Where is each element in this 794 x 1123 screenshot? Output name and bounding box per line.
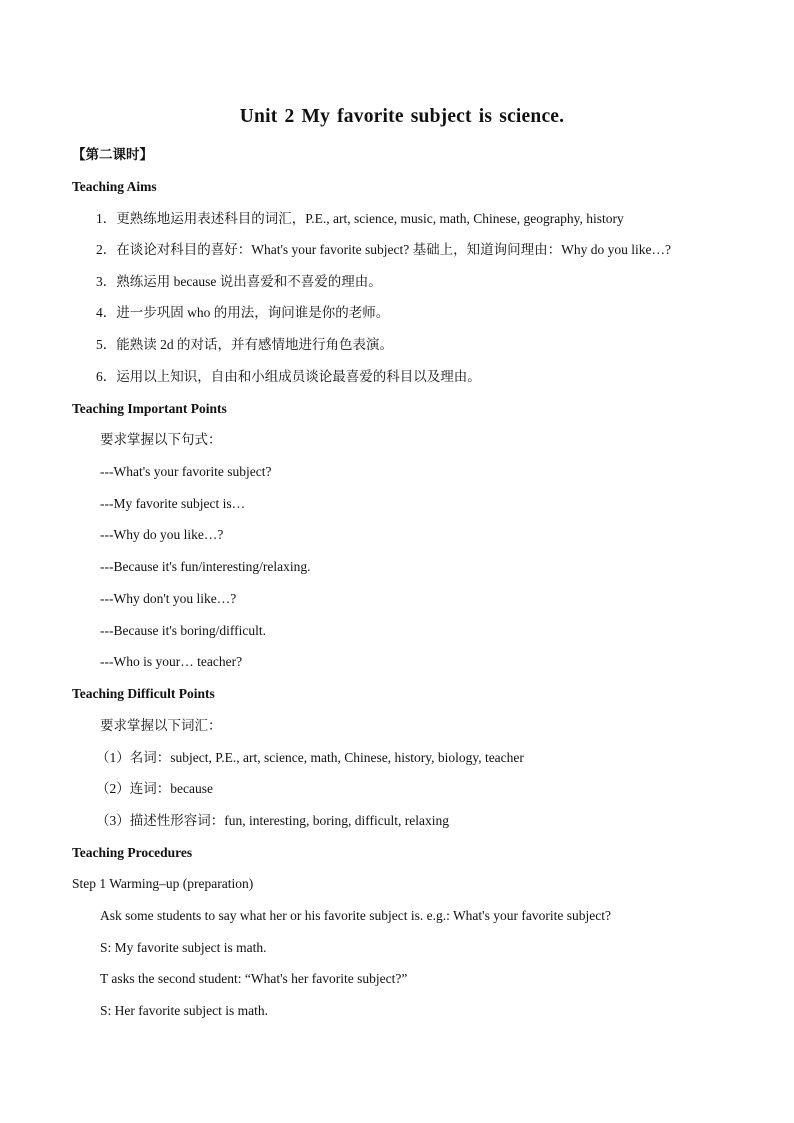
sentence-pattern: ---What's your favorite subject? [100, 464, 272, 479]
aim-item: 6．运用以上知识，自由和小组成员谈论最喜爱的科目以及理由。 [96, 369, 481, 384]
sentence-pattern: ---Because it's fun/interesting/relaxing. [100, 559, 311, 574]
sentence-pattern: ---Who is your… teacher? [100, 654, 243, 669]
aim-item: 3．熟练运用 because 说出喜爱和不喜爱的理由。 [96, 274, 382, 289]
sentence-pattern: ---Because it's boring/difficult. [100, 623, 267, 638]
aim-item: 1．更熟练地运用表述科目的词汇，P.E., art, science, music, math, Chinese, geography, history [96, 211, 624, 226]
difficult-points-heading: Teaching Difficult Points [72, 686, 215, 701]
step-1-heading: Step 1 Warming–up (preparation) [72, 876, 254, 891]
procedure-line: T asks the second student: “What's her favorite subject?” [100, 971, 408, 986]
important-points-heading: Teaching Important Points [72, 401, 227, 416]
procedure-line: S: My favorite subject is math. [100, 940, 267, 955]
procedure-line: Ask some students to say what her or his favorite subject is. e.g.: What's your favorite subject? [100, 908, 611, 923]
important-points-intro: 要求掌握以下句式： [100, 432, 222, 447]
procedures-heading: Teaching Procedures [72, 845, 193, 860]
difficult-points-intro: 要求掌握以下词汇： [100, 718, 222, 733]
vocab-item: （2）连词：because [96, 781, 213, 796]
aim-item: 2．在谈论对科目的喜好：What's your favorite subject? 基础上，知道询问理由：Why do you like…? [96, 242, 671, 257]
aim-item: 4．进一步巩固 who 的用法，询问谁是你的老师。 [96, 305, 390, 320]
procedure-line: S: Her favorite subject is math. [100, 1003, 268, 1018]
lesson-tag: 【第二课时】 [72, 147, 153, 162]
teaching-aims-heading: Teaching Aims [72, 179, 157, 194]
sentence-pattern: ---Why do you like…? [100, 527, 224, 542]
vocab-item: （3）描述性形容词：fun, interesting, boring, difficult, relaxing [96, 813, 449, 828]
sentence-pattern: ---My favorite subject is… [100, 496, 246, 511]
page-title: Unit 2 My favorite subject is science. [239, 106, 565, 127]
vocab-item: （1）名词：subject, P.E., art, science, math, Chinese, history, biology, teacher [96, 750, 524, 765]
aim-item: 5．能熟读 2d 的对话，并有感情地进行角色表演。 [96, 337, 393, 352]
sentence-pattern: ---Why don't you like…? [100, 591, 237, 606]
